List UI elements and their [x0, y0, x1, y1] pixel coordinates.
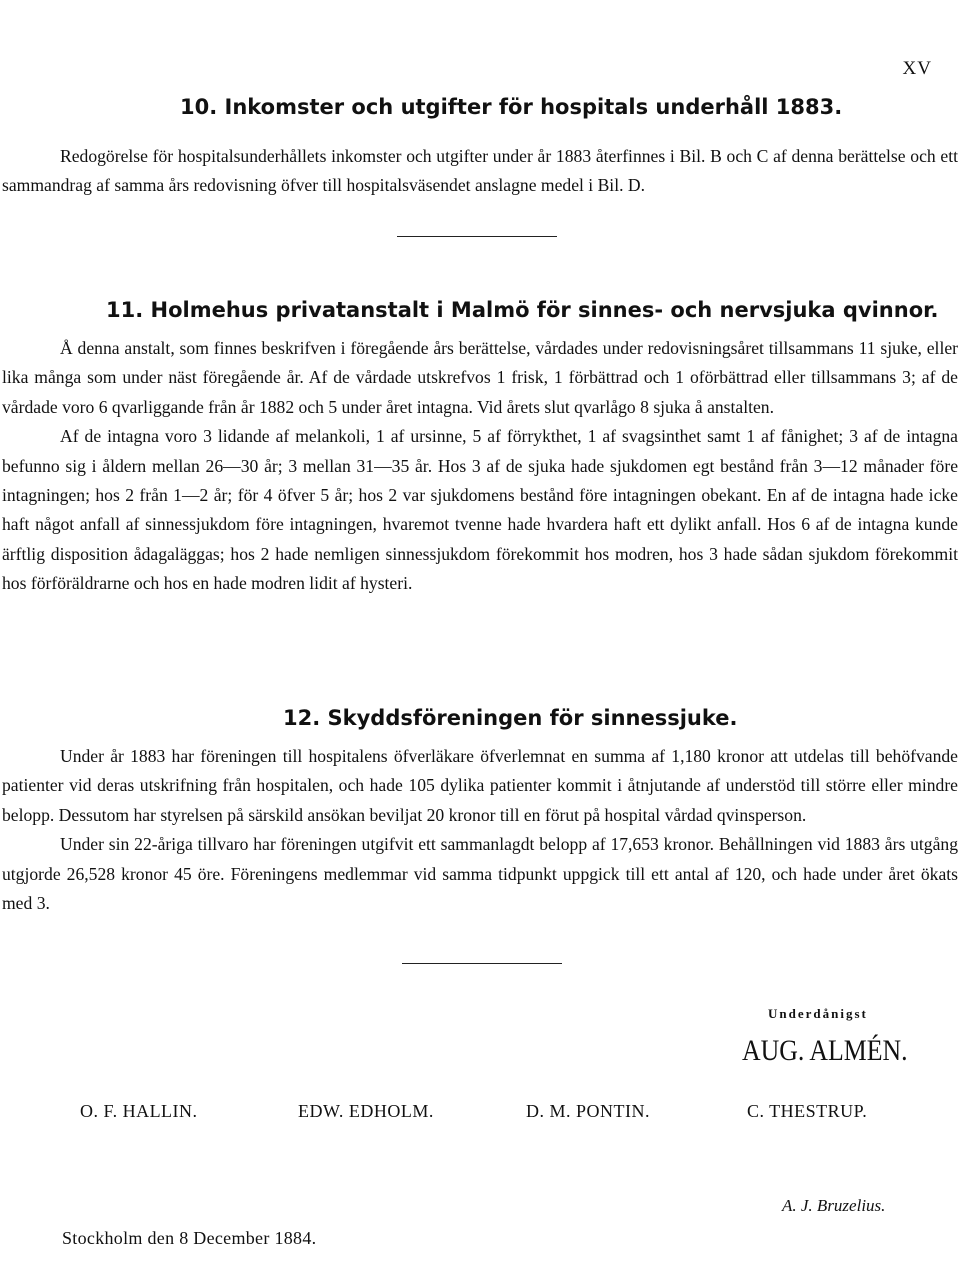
place-and-date: Stockholm den 8 December 1884.: [62, 1228, 317, 1248]
paragraph: Under sin 22-åriga tillvaro har föreningen utgifvit ett sammanlagdt belopp af 17,653 kronor. Behållningen vid 1883 års utgång utgjorde 26,528 kronor 45 öre. Föreningens medlemmar vid samma tidpunkt uppgick till ett antal af 120, och hade under året ökats med 3.: [2, 834, 958, 914]
secretary-name: A. J. Bruzelius.: [782, 1196, 886, 1215]
divider: [402, 963, 562, 964]
paragraph: Redogörelse för hospitalsunderhållets inkomster och utgifter under år 1883 återfinnes i Bil. B och C af denna berättelse och ett sammandrag af samma års redovisning öfver till hospitalsväsendet anslagne medel i Bil. D.: [2, 146, 958, 196]
chief-signature: AUG. ALMÉN.: [742, 1034, 908, 1067]
divider: [397, 236, 557, 237]
signatory-name: C. THESTRUP.: [747, 1101, 868, 1121]
section-10-heading: 10. Inkomster och utgifter för hospitals underhåll 1883.: [180, 95, 843, 119]
section-12-body: [2, 742, 958, 918]
paragraph: Under år 1883 har föreningen till hospitalens öfverläkare öfverlemnat en summa af 1,180 kronor att utdelas till behöfvande patienter vid deras utskrifning från hospitalen, och hade 105 dylika patienter kommit i åtnjutande af understöd till större eller mindre belopp. Dessutom har styrelsen på särskild ansökan beviljat 20 kronor till en förut på hospital vårdad qvinsperson.: [2, 746, 958, 825]
section-11-heading: 11. Holmehus privatanstalt i Malmö för sinnes- och nervsjuka qvinnor.: [106, 298, 939, 322]
signatory-name: EDW. EDHOLM.: [298, 1101, 434, 1121]
signatory-name: O. F. HALLIN.: [80, 1101, 198, 1121]
paragraph: Af de intagna voro 3 lidande af melankoli, 1 af ursinne, 5 af förrykthet, 1 af svagsinthet samt 1 af fånighet; 3 af de intagna befunno sig i åldern mellan 26—30 år; 3 mellan 31—35 år. Hos 3 af de sjuka hade sjukdomen egt bestånd från 3—12 månader före intagningen; hos 2 från 1—2 år; för 4 öfver 5 år; hos 2 var sjukdomens bestånd före intagningen obekant. En af de intagna hade icke haft något anfall af sinnessjukdom före intagningen, hvaremot tvenne hade hvardera haft ett dylikt anfall. Hos 6 af de intagna kunde ärftlig disposition ådagaläggas; hos 2 hade nemligen sinnessjukdom förekommit hos modren, hos 3 hade sådan sjukdom förekommit hos förföräldrarne och hos en hade modren lidit af hysteri.: [2, 426, 958, 594]
section-11-body: [2, 334, 958, 599]
paragraph: Å denna anstalt, som finnes beskrifven i föregående års berättelse, vårdades under redovisningsåret tillsammans 11 sjuke, eller lika många som under näst föregående år. Af de vårdade utskrefvos 1 frisk, 1 förbättrad och 1 oförbättrad eller tillsammans 3; af de vårdade voro 6 qvarliggande från år 1882 och 5 under året intagna. Vid årets slut qvarlågo 8 sjuka å anstalten.: [2, 338, 958, 417]
section-12-heading: 12. Skyddsföreningen för sinnessjuke.: [283, 706, 738, 730]
page-number: XV: [902, 58, 932, 79]
closing-word: Underdånigst: [768, 1006, 868, 1021]
signatory-name: D. M. PONTIN.: [526, 1101, 651, 1121]
section-10-body: [2, 142, 958, 201]
